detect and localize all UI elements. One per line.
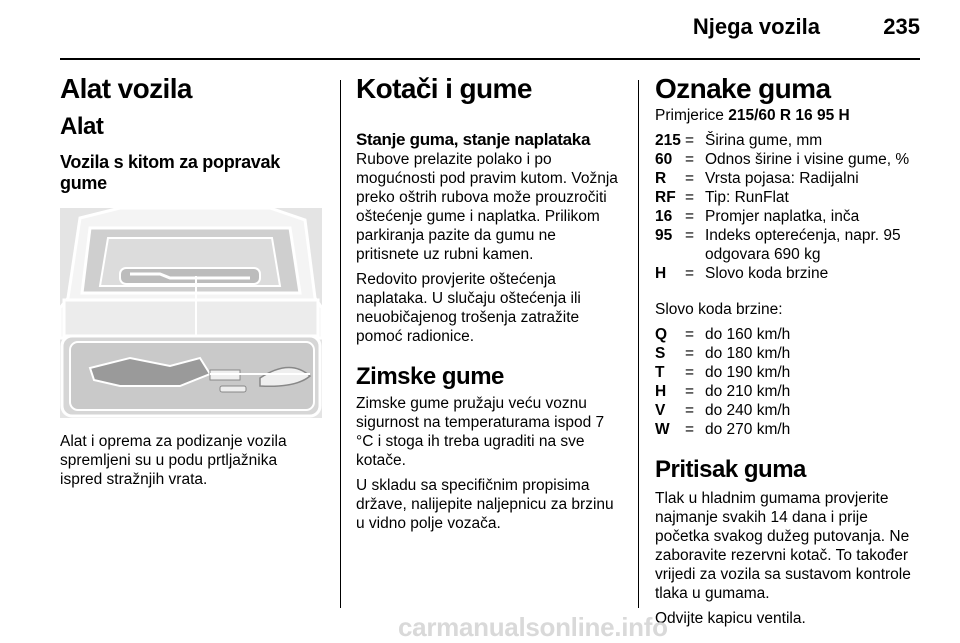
equals-sign: = (685, 364, 695, 381)
example-value: 215/60 R 16 95 H (728, 107, 850, 124)
code-meaning: do 270 km/h (705, 421, 791, 438)
equals-sign: = (685, 227, 695, 244)
definition-row (655, 131, 923, 150)
heading-wheels-tyres: Kotači i gume (356, 73, 532, 104)
paragraph-speed-label: U skladu sa specifičnim propisima države, nalijepite naljepnicu za brzinu u vidno polje vozača. (356, 477, 614, 532)
column-tools (60, 72, 322, 489)
definition-row (655, 169, 923, 188)
code-meaning: Indeks opterećenja, napr. 95 odgovara 690 kg (705, 227, 901, 263)
column-wheels (356, 72, 618, 533)
section-title: Njega vozila (692, 14, 820, 39)
equals-sign: = (685, 170, 695, 187)
example-line (655, 106, 923, 125)
heading-tyre-condition: Stanje guma, stanje naplataka (356, 130, 591, 149)
code-meaning: Promjer naplatka, inča (705, 208, 860, 225)
code-meaning: Tip: RunFlat (705, 189, 789, 206)
equals-sign: = (685, 326, 695, 343)
code-key: 16 (655, 208, 673, 225)
code-meaning: do 210 km/h (705, 383, 791, 400)
column-divider-2 (638, 80, 639, 608)
equals-sign: = (685, 189, 695, 206)
code-meaning: do 190 km/h (705, 364, 791, 381)
page-number: 235 (883, 14, 920, 39)
paragraph-winter: Zimske gume pružaju veću voznu sigurnost na temperaturama ispod 7 °C i stoga ih treba ugraditi na sve kotače. (356, 395, 605, 469)
definition-row (655, 344, 790, 363)
tyre-code-table (655, 131, 923, 283)
definition-row (655, 325, 790, 344)
definition-row (655, 150, 923, 169)
definition-row (655, 363, 790, 382)
example-prefix: Primjerice (655, 107, 724, 124)
code-key: 60 (655, 151, 673, 168)
definition-row (655, 207, 923, 226)
paragraph-condition: Rubove prelazite polako i po mogućnosti pod pravim kutom. Vožnja preko oštrih rubova može prouzročiti oštećenje gume i naplatka. Prilikom parkiranja pazite da gumu ne pritisnete uz rubni kamen. (356, 151, 618, 263)
code-meaning: Vrsta pojasa: Radijalni (705, 170, 859, 187)
heading-tyre-marks: Oznake guma (655, 73, 831, 104)
code-key: RF (655, 189, 676, 206)
equals-sign: = (685, 132, 695, 149)
definition-row (655, 382, 790, 401)
definition-row (655, 401, 790, 420)
code-key: V (655, 402, 666, 419)
code-meaning: Odnos širine i visine gume, % (705, 151, 910, 168)
heading-repair-kit: Vozila s kitom za popravak gume (60, 152, 280, 193)
definition-row (655, 264, 923, 283)
code-meaning: do 160 km/h (705, 326, 791, 343)
paragraph-check-rims: Redovito provjerite oštećenja naplataka. U slučaju oštećenja ili neuobičajenog trošenja zatražite pomoć radionice. (356, 271, 581, 345)
heading-tyre-pressure: Pritisak guma (655, 456, 806, 483)
code-key: Q (655, 326, 668, 343)
watermark: carmanualsonline.info (398, 612, 668, 642)
equals-sign: = (685, 265, 695, 282)
code-meaning: Slovo koda brzine (705, 265, 829, 282)
code-key: T (655, 364, 665, 381)
code-key: H (655, 383, 667, 400)
heading-vehicle-tools: Alat vozila (60, 73, 192, 104)
paragraph-valve-cap: Odvijte kapicu ventila. (655, 610, 806, 627)
heading-winter-tyres: Zimske gume (356, 363, 504, 390)
code-key: W (655, 421, 670, 438)
definition-row (655, 226, 923, 264)
tools-illustration (60, 208, 322, 418)
code-meaning: do 240 km/h (705, 402, 791, 419)
equals-sign: = (685, 345, 695, 362)
definition-row (655, 188, 923, 207)
paragraph-pressure: Tlak u hladnim gumama provjerite najmanje svakih 14 dana i prije početka svakog dužeg putovanja. Ne zaboravite rezervni kotač. To također vrijedi za vozila sa sustavom kontrole tlaka u gumama. (655, 490, 911, 602)
definition-row (655, 420, 790, 439)
speed-code-table (655, 325, 790, 439)
column-divider-1 (340, 80, 341, 608)
equals-sign: = (685, 208, 695, 225)
code-key: R (655, 170, 667, 187)
code-meaning: Širina gume, mm (705, 132, 823, 149)
header-rule (60, 58, 920, 60)
trunk-tools-drawing (60, 208, 322, 418)
heading-tools: Alat (60, 113, 104, 140)
figure-caption: Alat i oprema za podizanje vozila spremljeni su u podu prtljažnika ispred stražnjih vrata. (60, 433, 287, 488)
equals-sign: = (685, 383, 695, 400)
code-key: S (655, 345, 666, 362)
code-key: 95 (655, 227, 673, 244)
equals-sign: = (685, 421, 695, 438)
code-key: 215 (655, 132, 681, 149)
code-key: H (655, 265, 667, 282)
equals-sign: = (685, 151, 695, 168)
column-tyre-marks (655, 72, 923, 628)
code-meaning: do 180 km/h (705, 345, 791, 362)
speed-intro: Slovo koda brzine: (655, 301, 783, 318)
equals-sign: = (685, 402, 695, 419)
